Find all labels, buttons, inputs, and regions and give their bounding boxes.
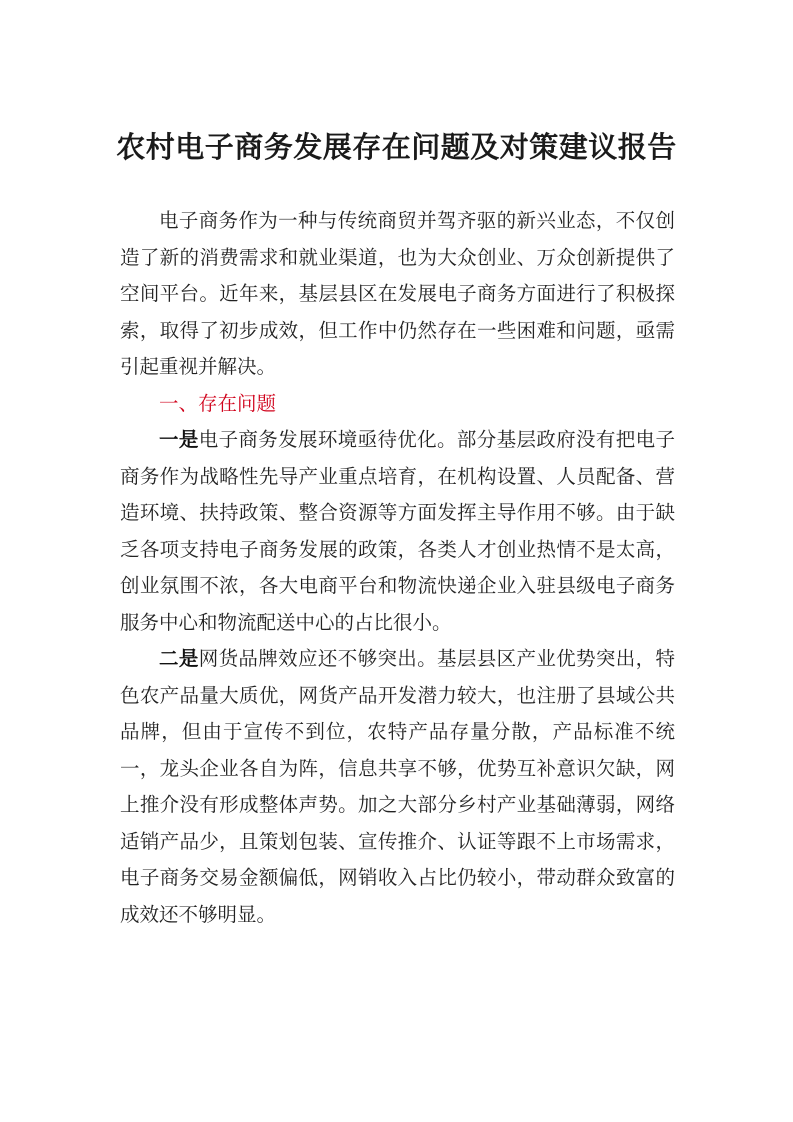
problem-2-lead: 二是 — [159, 647, 199, 670]
problem-2-text: 网货品牌效应还不够突出。基层县区产业优势突出，特色农产品量大质优，网货产品开发潜力较大，也注册了县域公共品牌，但由于宣传不到位，农特产品存量分散，产品标准不统一，龙头企业各自为阵，信息共享不够，优势互补意识欠缺，网上推介没有形成整体声势。加之大部分乡村产业基础薄弱，网络适销产品少，且策划包装、宣传推介、认证等跟不上市场需求，电子商务交易金额偏低，网销收入占比仍较小，带动群众致富的成效还不够明显。 — [120, 647, 675, 926]
problem-paragraph-2 — [120, 641, 675, 933]
problem-1-lead: 一是 — [159, 428, 199, 451]
section-heading-problems: 一、存在问题 — [159, 391, 277, 415]
problem-paragraph-1 — [120, 422, 675, 641]
intro-paragraph: 电子商务作为一种与传统商贸并驾齐驱的新兴业态，不仅创造了新的消费需求和就业渠道，也为大众创业、万众创新提供了空间平台。近年来，基层县区在发展电子商务方面进行了积极探索，取得了初步成效，但工作中仍然存在一些困难和问题，亟需引起重视并解决。 — [120, 209, 675, 378]
document-body — [120, 203, 675, 933]
document-title: 农村电子商务发展存在问题及对策建议报告 — [116, 130, 677, 164]
problem-1-text: 电子商务发展环境亟待优化。部分基层政府没有把电子商务作为战略性先导产业重点培育，在机构设置、人员配备、营造环境、扶持政策、整合资源等方面发挥主导作用不够。由于缺乏各项支持电子商务发展的政策，各类人才创业热情不是太高，创业氛围不浓，各大电商平台和物流快递企业入驻县级电子商务服务中心和物流配送中心的占比很小。 — [120, 428, 675, 634]
